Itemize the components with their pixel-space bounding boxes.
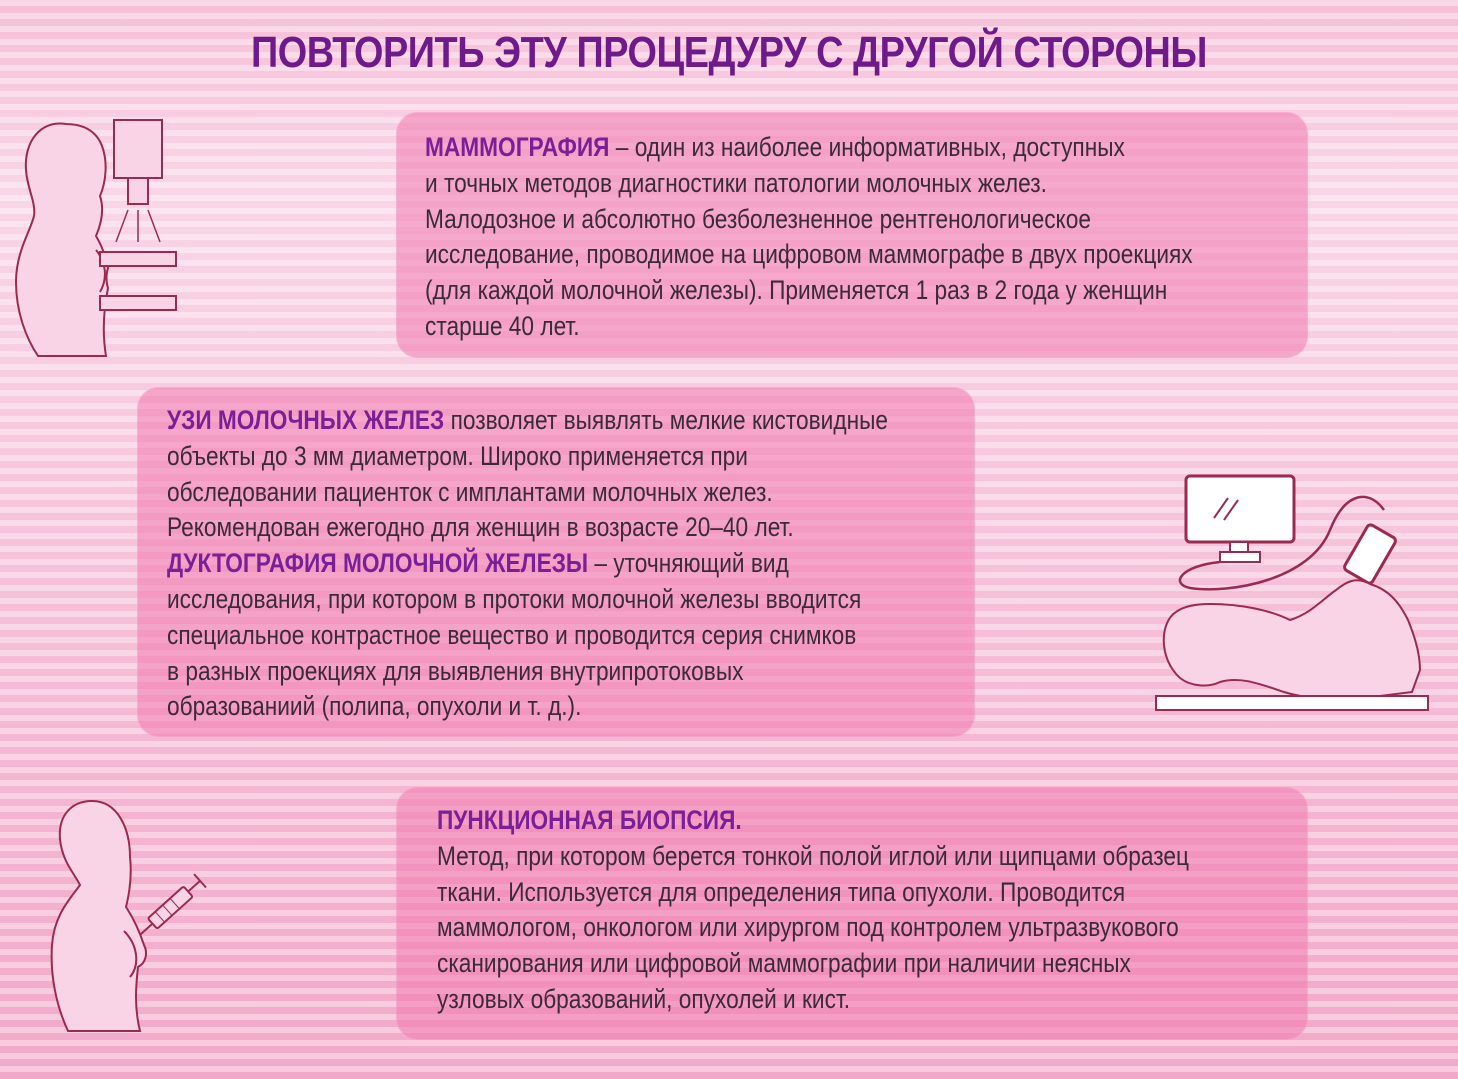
mammography-line-3: Малодозное и абсолютно безболезненное рентгенологическое — [425, 203, 1091, 234]
ductography-line-3: специальное контрастное вещество и проводится серия снимков — [167, 619, 857, 650]
ductography-text: – уточняющий вид — [588, 548, 789, 579]
ductography-line-1 — [167, 546, 888, 582]
biopsy-line-3: ткани. Используется для определения типа опухоли. Проводится — [437, 876, 1126, 907]
ultrasound-text: позволяет выявлять мелкие кистовидные — [444, 405, 889, 435]
ultrasound-line-4: Рекомендован ежегодно для женщин в возрасте 20–40 лет. — [167, 512, 794, 543]
ultrasound-exam-icon — [1150, 470, 1440, 720]
biopsy-heading: ПУНКЦИОННАЯ БИОПСИЯ. — [437, 805, 742, 835]
ultrasound-card — [137, 387, 975, 737]
mammography-line-6: старше 40 лет. — [425, 310, 580, 341]
ductography-line-4: в разных проекциях для выявления внутрипротоковых — [167, 655, 744, 686]
biopsy-syringe-icon — [40, 795, 210, 1040]
mammography-line-2: и точных методов диагностики патологии молочных желез. — [425, 167, 1047, 198]
mammography-line-5: (для каждой молочной железы). Применяется 1 раз в 2 года у женщин — [425, 275, 1168, 306]
biopsy-card — [396, 787, 1308, 1040]
mammography-heading: МАММОГРАФИЯ — [425, 132, 610, 162]
biopsy-line-4: маммологом, онкологом или хирургом под контролем ультразвукового — [437, 912, 1179, 943]
ductography-line-5: образованиий (полипа, опухоли и т. д.). — [167, 691, 582, 722]
mammography-line-1 — [425, 130, 1193, 166]
ultrasound-line-3: обследовании пациенток с имплантами молочных желез. — [167, 476, 773, 507]
biopsy-line-5: сканирования или цифровой маммографии при наличии неясных — [437, 948, 1131, 979]
page-title: ПОВТОРИТЬ ЭТУ ПРОЦЕДУРУ С ДРУГОЙ СТОРОНЫ — [251, 28, 1207, 77]
ductography-line-2: исследования, при котором в протоки молочной железы вводится — [167, 583, 862, 614]
ultrasound-line-2: объекты до 3 мм диаметром. Широко применяется при — [167, 440, 748, 471]
ultrasound-heading: УЗИ МОЛОЧНЫХ ЖЕЛЕЗ — [167, 405, 445, 435]
mammography-card — [396, 112, 1308, 358]
biopsy-line-2: Метод, при котором берется тонкой полой иглой или щипцами образец — [437, 840, 1189, 871]
mammography-machine-icon — [10, 112, 190, 362]
mammography-line-4: исследование, проводимое на цифровом маммографе в двух проекциях — [425, 239, 1193, 270]
ultrasound-line-1 — [167, 403, 888, 439]
ductography-heading: ДУКТОГРАФИЯ МОЛОЧНОЙ ЖЕЛЕЗЫ — [167, 548, 589, 579]
mammography-text: – один из наиболее информативных, доступных — [609, 132, 1125, 162]
biopsy-line-6: узловых образований, опухолей и кист. — [437, 983, 851, 1014]
